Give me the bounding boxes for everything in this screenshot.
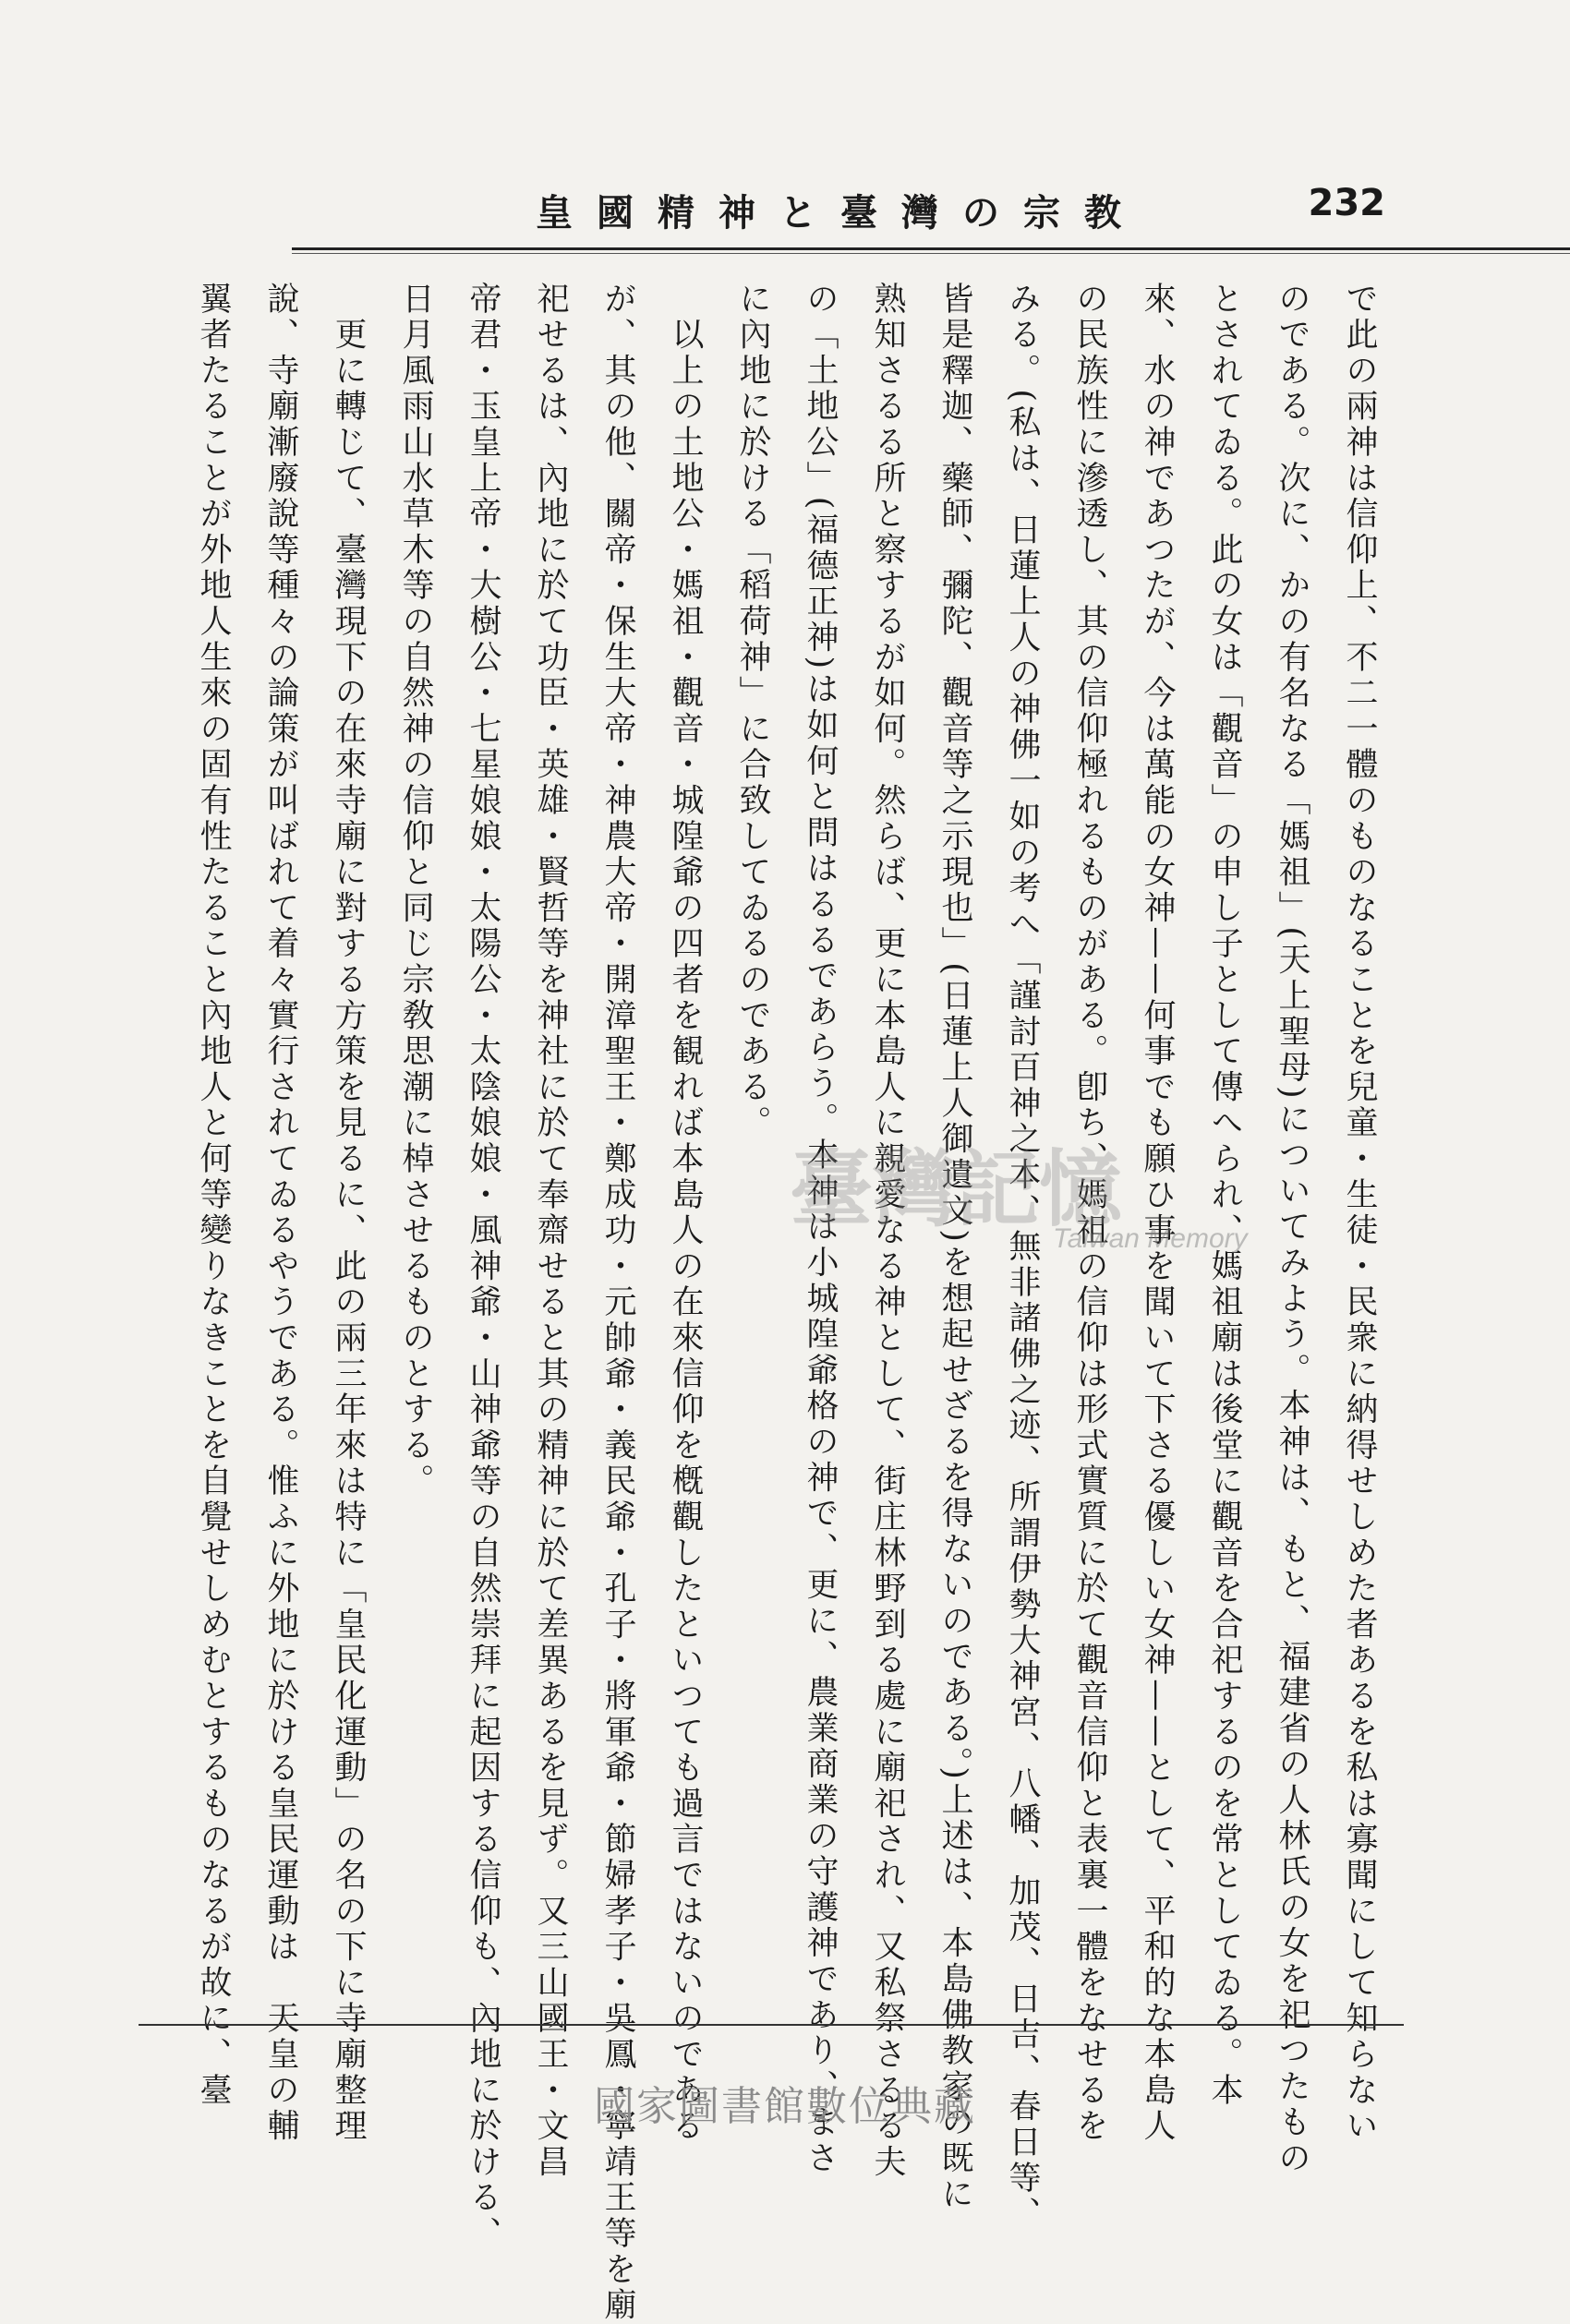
- text-line: 祀せるは、內地に於て功臣・英雄・賢哲等を神社に於て奉齋せると其の精神に於て差異あるを見ず。又三山國王・文昌: [532, 282, 569, 2181]
- text-line: 帝君・玉皇上帝・大樹公・七星娘娘・太陽公・太陰娘娘・風神爺・山神爺等の自然崇拜に起因する信仰も、內地に於ける、: [465, 282, 501, 2252]
- text-line: 更に轉じて、臺灣現下の在來寺廟に對する方策を見るに、此の兩三年來は特に「皇民化運動」の名の下に寺廟整理: [330, 282, 367, 2145]
- text-line: とされてゐる。此の女は「觀音」の申し子として傳へられ、媽祖廟は後堂に觀音を合祀するのを常としてゐる。本: [1206, 282, 1243, 2109]
- watermark-subtext: Taiwan Memory: [1053, 1223, 1248, 1254]
- text-line: の「土地公」(福德正神)は如何と問はるるであらう。本神は小城隍爺格の神で、更に、農業商業の守護神であり、まさ: [802, 282, 839, 2177]
- watermark-logo: 臺灣記憶: [790, 1140, 1122, 1238]
- text-line: で此の兩神は信仰上、不二一體のものなることを兒童・生徒・民衆に納得せしめた者あるを私は寡聞にして知らない: [1341, 282, 1378, 2145]
- text-line: の民族性に滲透し、其の信仰極れるものがある。卽ち、媽祖の信仰は形式實質に於て觀音信仰と表裏一體をなせるを: [1071, 282, 1108, 2145]
- text-line: 熟知さるる所と察するが如何。然らば、更に本島人に親愛なる神として、街庄林野到る處に廟祀され、又私祭さるる夫: [869, 282, 906, 2181]
- text-line: みる。(私は、日蓮上人の神佛一如の考へ「謹討百神之本、無非諸佛之迹、所謂伊勢大神宮、八幡、加茂、日吉、春日等、: [1004, 282, 1041, 2233]
- text-line: が、其の他、關帝・保生大帝・神農大帝・開漳聖王・鄭成功・元帥爺・義民爺・孔子・將軍爺・節婦孝子・吳鳳・寧靖王等を廟: [599, 282, 636, 2324]
- text-line: 來、水の神であつたが、今は萬能の女神——何事でも願ひ事を聞いて下さる優しい女神——として、平和的な本島人: [1139, 282, 1176, 2145]
- text-line: のである。次に、かの有名なる「媽祖」(天上聖母)についてみよう。本神は、もと、福建省の人林氏の女を祀つたもの: [1274, 282, 1310, 2177]
- page-number: 232: [1308, 182, 1385, 224]
- page-header: [277, 180, 1385, 245]
- text-line: に內地に於ける「稻荷神」に合致してゐるのである。: [734, 282, 771, 1142]
- header-rule-thin: [292, 253, 1570, 254]
- header-rule: [292, 247, 1570, 250]
- text-line: 說、寺廟漸廢說等種々の論策が叫ばれて着々實行されてゐるやうである。惟ふに外地に於ける皇民運動は 天皇の輔: [262, 282, 299, 2145]
- text-line: 皆是釋迦、藥師、彌陀、觀音等之示現也」(日蓮上人御遺文)を想起せざるを得ないのである。)上述は、本島佛教家の既に: [936, 282, 973, 2213]
- running-title: 皇國精神と臺灣の宗教: [536, 191, 1145, 235]
- text-line: 翼者たることが外地人生來の固有性たること內地人と何等變りなきことを自覺せしめむとするものなるが故に、臺: [195, 282, 232, 2109]
- footer-attribution: 國家圖書館數位典藏: [594, 2083, 976, 2130]
- footer-rule: [139, 2024, 1404, 2026]
- text-line: 以上の土地公・媽祖・觀音・城隍爺の四者を観れば本島人の在來信仰を槪觀したといつても過言ではないのである: [667, 282, 704, 2145]
- text-line: 日月風雨山水草木等の自然神の信仰と同じ宗敎思潮に棹させるものとする。: [397, 282, 434, 1500]
